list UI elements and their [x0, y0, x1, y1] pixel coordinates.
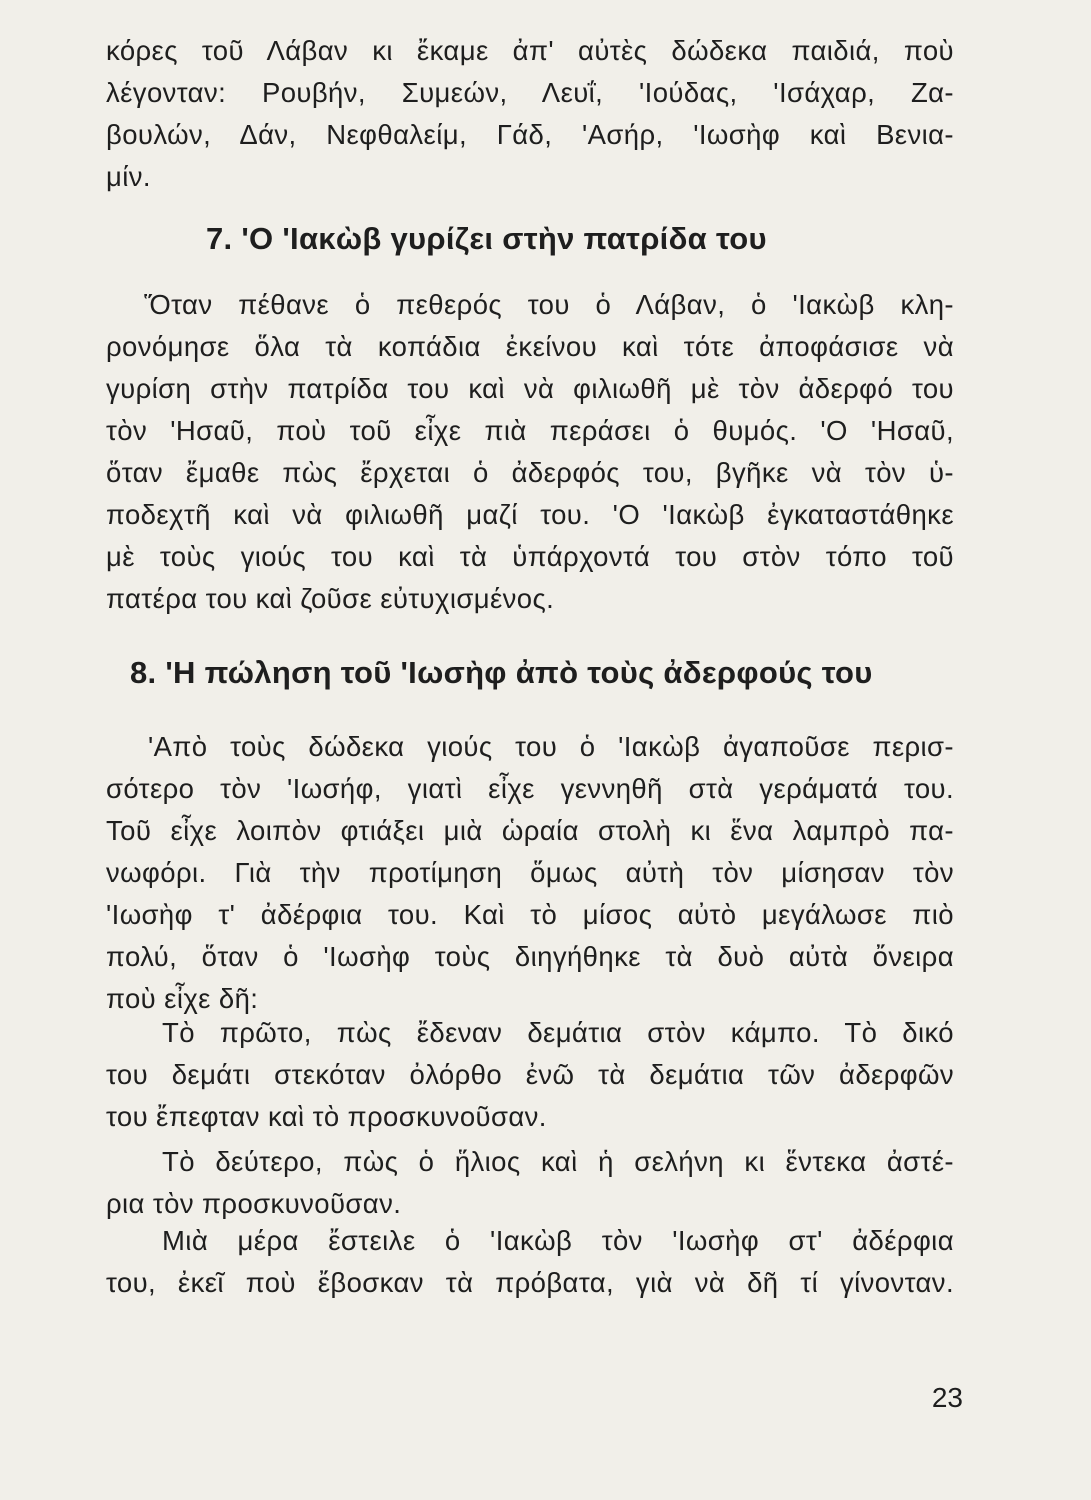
text-line: κόρες τοῦ Λάβαν κι ἔκαμε ἀπ' αὐτὲς δώδεκα παιδιά, ποὺ: [106, 35, 954, 66]
text-line: μὲ τοὺς γιούς του καὶ τὰ ὑπάρχοντά του στὸν τόπο τοῦ: [106, 541, 954, 572]
text-line: ποδεχτῆ καὶ νὰ φιλιωθῆ μαζί του. 'Ο 'Ιακὼβ ἐγκαταστάθηκε: [106, 499, 954, 530]
section-8-paragraph-2: [106, 1012, 954, 1138]
section-7-paragraph: [106, 284, 954, 620]
text-line: Τοῦ εἶχε λοιπὸν φτιάξει μιὰ ὡραία στολὴ κι ἕνα λαμπρὸ πα-: [106, 815, 954, 846]
text-line: βουλών, Δάν, Νεφθαλείμ, Γάδ, 'Ασήρ, 'Ιωσὴφ καὶ Βενια-: [106, 119, 954, 150]
text-line: του δεμάτι στεκόταν ὀλόρθο ἐνῶ τὰ δεμάτια τῶν ἀδερφῶν: [106, 1059, 954, 1090]
text-line: μίν.: [106, 161, 151, 192]
text-line: ὅταν ἔμαθε πὼς ἔρχεται ὁ ἀδερφός του, βγῆκε νὰ τὸν ὑ-: [106, 457, 954, 488]
page-number: 23: [931, 1382, 963, 1413]
text-line: Μιὰ μέρα ἔστειλε ὁ 'Ιακὼβ τὸν 'Ιωσὴφ στ' ἀδέρφια: [162, 1225, 954, 1256]
text-line: νωφόρι. Γιὰ τὴν προτίμηση ὅμως αὐτὴ τὸν μίσησαν τὸν: [106, 857, 954, 888]
text-line: πατέρα του καὶ ζοῦσε εὐτυχισμένος.: [106, 583, 555, 614]
section-8-paragraph-4: [106, 1220, 954, 1304]
text-line: Τὸ δεύτερο, πὼς ὁ ἥλιος καὶ ἡ σελήνη κι ἕντεκα ἀστέ-: [162, 1146, 954, 1177]
text-line: Ὅταν πέθανε ὁ πεθερός του ὁ Λάβαν, ὁ 'Ιακὼβ κλη-: [144, 289, 954, 320]
section-8-heading: 8. 'Η πώληση τοῦ 'Ιωσὴφ ἀπὸ τοὺς ἀδερφούς του: [130, 655, 873, 690]
intro-paragraph: [106, 30, 954, 198]
text-line: πολύ, ὅταν ὁ 'Ιωσὴφ τοὺς διηγήθηκε τὰ δυὸ αὐτὰ ὄνειρα: [106, 941, 954, 972]
text-line: τὸν 'Ησαῦ, ποὺ τοῦ εἶχε πιὰ περάσει ὁ θυμός. 'Ο 'Ησαῦ,: [106, 415, 954, 446]
text-line: του, ἐκεῖ ποὺ ἔβοσκαν τὰ πρόβατα, γιὰ νὰ δῆ τί γίνονταν.: [106, 1267, 954, 1298]
text-line: του ἔπεφταν καὶ τὸ προσκυνοῦσαν.: [106, 1101, 547, 1132]
section-7-heading: 7. 'Ο 'Ιακὼβ γυρίζει στὴν πατρίδα του: [206, 221, 767, 256]
text-line: ποὺ εἶχε δῆ:: [106, 983, 259, 1014]
text-line: γυρίση στὴν πατρίδα του καὶ νὰ φιλιωθῆ μὲ τὸν ἀδερφό του: [106, 373, 954, 404]
text-line: ρονόμησε ὅλα τὰ κοπάδια ἐκείνου καὶ τότε ἀποφάσισε νὰ: [106, 331, 954, 362]
text-line: ρια τὸν προσκυνοῦσαν.: [106, 1188, 402, 1219]
text-line: Τὸ πρῶτο, πὼς ἔδεναν δεμάτια στὸν κάμπο. Τὸ δικό: [162, 1017, 954, 1048]
section-8-paragraph-1: [106, 726, 954, 1020]
text-line: σότερο τὸν 'Ιωσήφ, γιατὶ εἶχε γεννηθῆ στὰ γεράματά του.: [106, 773, 954, 804]
text-line: λέγονταν: Ρουβήν, Συμεών, Λευΐ, 'Ιούδας, 'Ισάχαρ, Ζα-: [106, 77, 954, 108]
section-8-paragraph-3: [106, 1141, 954, 1225]
text-line: 'Απὸ τοὺς δώδεκα γιούς του ὁ 'Ιακὼβ ἀγαποῦσε περισ-: [148, 731, 954, 762]
text-line: 'Ιωσὴφ τ' ἀδέρφια του. Καὶ τὸ μίσος αὐτὸ μεγάλωσε πιὸ: [106, 899, 954, 930]
